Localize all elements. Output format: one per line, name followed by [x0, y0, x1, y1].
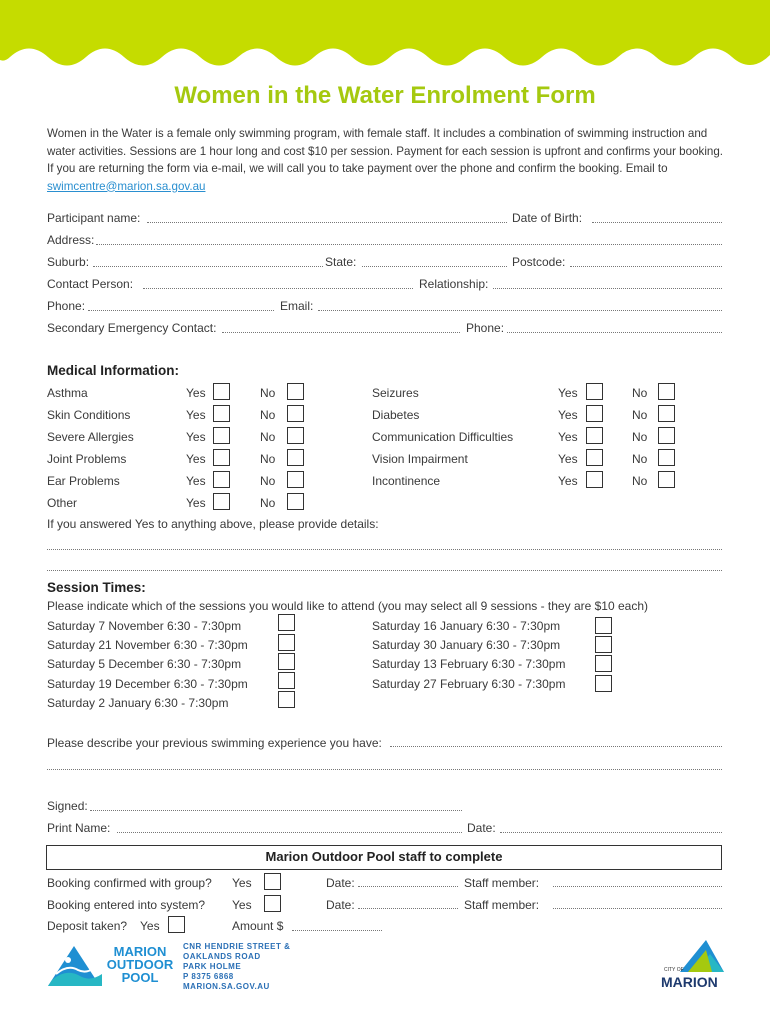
secondary-contact-field[interactable] [222, 332, 460, 333]
email-field[interactable] [318, 310, 722, 311]
medical-details-field-1[interactable] [47, 549, 722, 550]
suburb-field[interactable] [93, 266, 323, 267]
yes-label: Yes [186, 474, 206, 488]
diabetes-no-checkbox[interactable] [658, 405, 675, 422]
booking-entered-date-label: Date: [326, 898, 355, 912]
booking-confirmed-date-label: Date: [326, 876, 355, 890]
vision-no-checkbox[interactable] [658, 449, 675, 466]
deposit-checkbox[interactable] [168, 916, 185, 933]
booking-entered-date-field[interactable] [358, 908, 458, 909]
booking-confirmed-date-field[interactable] [358, 886, 458, 887]
booking-confirmed-checkbox[interactable] [264, 873, 281, 890]
session-label: Saturday 13 February 6:30 - 7:30pm [372, 657, 566, 671]
booking-confirmed-staff-field[interactable] [553, 886, 722, 887]
seizures-yes-checkbox[interactable] [586, 383, 603, 400]
medical-condition-ear: Ear Problems [47, 474, 120, 488]
relationship-field[interactable] [493, 288, 722, 289]
session-label: Saturday 7 November 6:30 - 7:30pm [47, 619, 242, 633]
medical-details-prompt: If you answered Yes to anything above, please provide details: [47, 517, 379, 531]
session-label: Saturday 19 December 6:30 - 7:30pm [47, 677, 248, 691]
no-label: No [632, 474, 648, 488]
participant-name-field[interactable] [147, 222, 507, 223]
email-label: Email: [280, 299, 314, 313]
relationship-label: Relationship: [419, 277, 489, 291]
no-label: No [260, 474, 276, 488]
address-label: Address: [47, 233, 95, 247]
session-checkbox[interactable] [595, 617, 612, 634]
experience-label: Please describe your previous swimming experience you have: [47, 736, 382, 750]
form-title: Women in the Water Enrolment Form [174, 82, 596, 109]
secondary-phone-label: Phone: [466, 321, 505, 335]
skin-yes-checkbox[interactable] [213, 405, 230, 422]
medical-condition-joint: Joint Problems [47, 452, 127, 466]
session-checkbox[interactable] [278, 672, 295, 689]
booking-entered-checkbox[interactable] [264, 895, 281, 912]
medical-condition-other: Other [47, 496, 78, 510]
incontinence-yes-checkbox[interactable] [586, 471, 603, 488]
session-label: Saturday 5 December 6:30 - 7:30pm [47, 657, 242, 671]
dob-label: Date of Birth: [512, 211, 583, 225]
yes-label: Yes [186, 386, 206, 400]
experience-field-2[interactable] [47, 769, 722, 770]
participant-name-label: Participant name: [47, 211, 141, 225]
yes-label: Yes [186, 496, 206, 510]
postcode-field[interactable] [570, 266, 722, 267]
contact-person-field[interactable] [143, 288, 413, 289]
yes-label: Yes [558, 452, 578, 466]
medical-condition-skin: Skin Conditions [47, 408, 131, 422]
signature-date-label: Date: [467, 821, 496, 835]
medical-condition-diabetes: Diabetes [372, 408, 420, 422]
state-field[interactable] [362, 266, 507, 267]
signature-field[interactable] [90, 810, 462, 811]
address-line: OAKLANDS ROAD [183, 952, 261, 961]
signed-label: Signed: [47, 799, 88, 813]
no-label: No [260, 386, 276, 400]
session-label: Saturday 2 January 6:30 - 7:30pm [47, 696, 229, 710]
yes-label: Yes [558, 474, 578, 488]
session-checkbox[interactable] [595, 675, 612, 692]
no-label: No [632, 386, 648, 400]
address-field[interactable] [96, 244, 722, 245]
session-checkbox[interactable] [278, 691, 295, 708]
booking-confirmed-label: Booking confirmed with group? [47, 876, 212, 890]
asthma-yes-checkbox[interactable] [213, 383, 230, 400]
suburb-label: Suburb: [47, 255, 90, 269]
intro-paragraph [47, 125, 727, 195]
yes-label: Yes [186, 408, 206, 422]
no-label: No [632, 408, 648, 422]
session-checkbox[interactable] [595, 655, 612, 672]
vision-yes-checkbox[interactable] [586, 449, 603, 466]
deposit-label: Deposit taken? [47, 919, 128, 933]
other-no-checkbox[interactable] [287, 493, 304, 510]
marion-council-name: MARION [661, 974, 718, 990]
medical-condition-vision: Vision Impairment [372, 452, 468, 466]
yes-label: Yes [186, 430, 206, 444]
staff-section-heading: Marion Outdoor Pool staff to complete [265, 849, 503, 864]
contact-person-label: Contact Person: [47, 277, 134, 291]
secondary-contact-label: Secondary Emergency Contact: [47, 321, 217, 335]
signature-date-field[interactable] [500, 832, 722, 833]
no-label: No [260, 430, 276, 444]
state-label: State: [325, 255, 357, 269]
medical-condition-communication: Communication Difficulties [372, 430, 514, 444]
postcode-label: Postcode: [512, 255, 566, 269]
joint-yes-checkbox[interactable] [213, 449, 230, 466]
session-label: Saturday 27 February 6:30 - 7:30pm [372, 677, 566, 691]
no-label: No [260, 452, 276, 466]
booking-entered-staff-field[interactable] [553, 908, 722, 909]
yes-label: Yes [558, 430, 578, 444]
diabetes-yes-checkbox[interactable] [586, 405, 603, 422]
amount-field[interactable] [292, 930, 382, 931]
sessions-heading: Session Times: [47, 580, 146, 595]
medical-condition-asthma: Asthma [47, 386, 88, 400]
session-label: Saturday 16 January 6:30 - 7:30pm [372, 619, 561, 633]
phone-label: Phone: [47, 299, 86, 313]
intro-text: Women in the Water is a female only swimming program, with female staff. It includes a combination of swimming instruction and water activities. Sessions are 1 hour long and cost $10 per session. Payment for each session is upfront and confirms your booking. If you are returning the form via e-mail, we will call you to take payment over the phone and confirm the booking. Email to [47, 127, 724, 175]
city-of-label: CITY OF [664, 967, 684, 973]
header-wave [0, 0, 770, 80]
no-label: No [260, 496, 276, 510]
address-website[interactable]: MARION.SA.GOV.AU [183, 982, 270, 991]
phone-field[interactable] [88, 310, 274, 311]
pool-logo [46, 940, 180, 990]
yes-label: Yes [558, 408, 578, 422]
skin-no-checkbox[interactable] [287, 405, 304, 422]
session-checkbox[interactable] [278, 634, 295, 651]
session-checkbox[interactable] [278, 614, 295, 631]
session-checkbox[interactable] [278, 653, 295, 670]
session-label: Saturday 30 January 6:30 - 7:30pm [372, 638, 561, 652]
no-label: No [260, 408, 276, 422]
medical-condition-incontinence: Incontinence [372, 474, 441, 488]
email-link[interactable]: swimcentre@marion.sa.gov.au [47, 179, 206, 193]
no-label: No [632, 452, 648, 466]
booking-confirmed-staff-label: Staff member: [464, 876, 540, 890]
yes-label: Yes [140, 919, 160, 933]
allergies-yes-checkbox[interactable] [213, 427, 230, 444]
yes-label: Yes [232, 898, 252, 912]
pool-logo-line-3: POOL [121, 970, 159, 985]
medical-heading: Medical Information: [47, 363, 180, 378]
ear-no-checkbox[interactable] [287, 471, 304, 488]
print-name-field[interactable] [117, 832, 462, 833]
medical-details-field-2[interactable] [47, 570, 722, 571]
amount-label: Amount $ [232, 919, 284, 933]
address-line: P 8375 6868 [183, 972, 234, 981]
pool-logo-line-1: MARION [113, 944, 167, 959]
yes-label: Yes [558, 386, 578, 400]
communication-no-checkbox[interactable] [658, 427, 675, 444]
asthma-no-checkbox[interactable] [287, 383, 304, 400]
pool-logo-wave-mark [65, 957, 71, 963]
dob-field[interactable] [592, 222, 722, 223]
print-name-label: Print Name: [47, 821, 111, 835]
no-label: No [632, 430, 648, 444]
yes-label: Yes [232, 876, 252, 890]
incontinence-no-checkbox[interactable] [658, 471, 675, 488]
experience-field-1[interactable] [390, 746, 722, 747]
medical-condition-allergies: Severe Allergies [47, 430, 134, 444]
other-yes-checkbox[interactable] [213, 493, 230, 510]
communication-yes-checkbox[interactable] [586, 427, 603, 444]
pool-logo-line-2: OUTDOOR [106, 957, 174, 972]
secondary-phone-field[interactable] [507, 332, 722, 333]
joint-no-checkbox[interactable] [287, 449, 304, 466]
booking-entered-label: Booking entered into system? [47, 898, 206, 912]
booking-entered-staff-label: Staff member: [464, 898, 540, 912]
city-of-marion-logo [660, 938, 726, 990]
allergies-no-checkbox[interactable] [287, 427, 304, 444]
seizures-no-checkbox[interactable] [658, 383, 675, 400]
yes-label: Yes [186, 452, 206, 466]
address-line: CNR HENDRIE STREET & [183, 942, 291, 951]
medical-condition-seizures: Seizures [372, 386, 419, 400]
session-checkbox[interactable] [595, 636, 612, 653]
ear-yes-checkbox[interactable] [213, 471, 230, 488]
sessions-instruction: Please indicate which of the sessions you would like to attend (you may select all 9 sessions - they are $10 each) [47, 599, 648, 613]
session-label: Saturday 21 November 6:30 - 7:30pm [47, 638, 248, 652]
address-line: PARK HOLME [183, 962, 242, 971]
footer-address [183, 942, 290, 992]
